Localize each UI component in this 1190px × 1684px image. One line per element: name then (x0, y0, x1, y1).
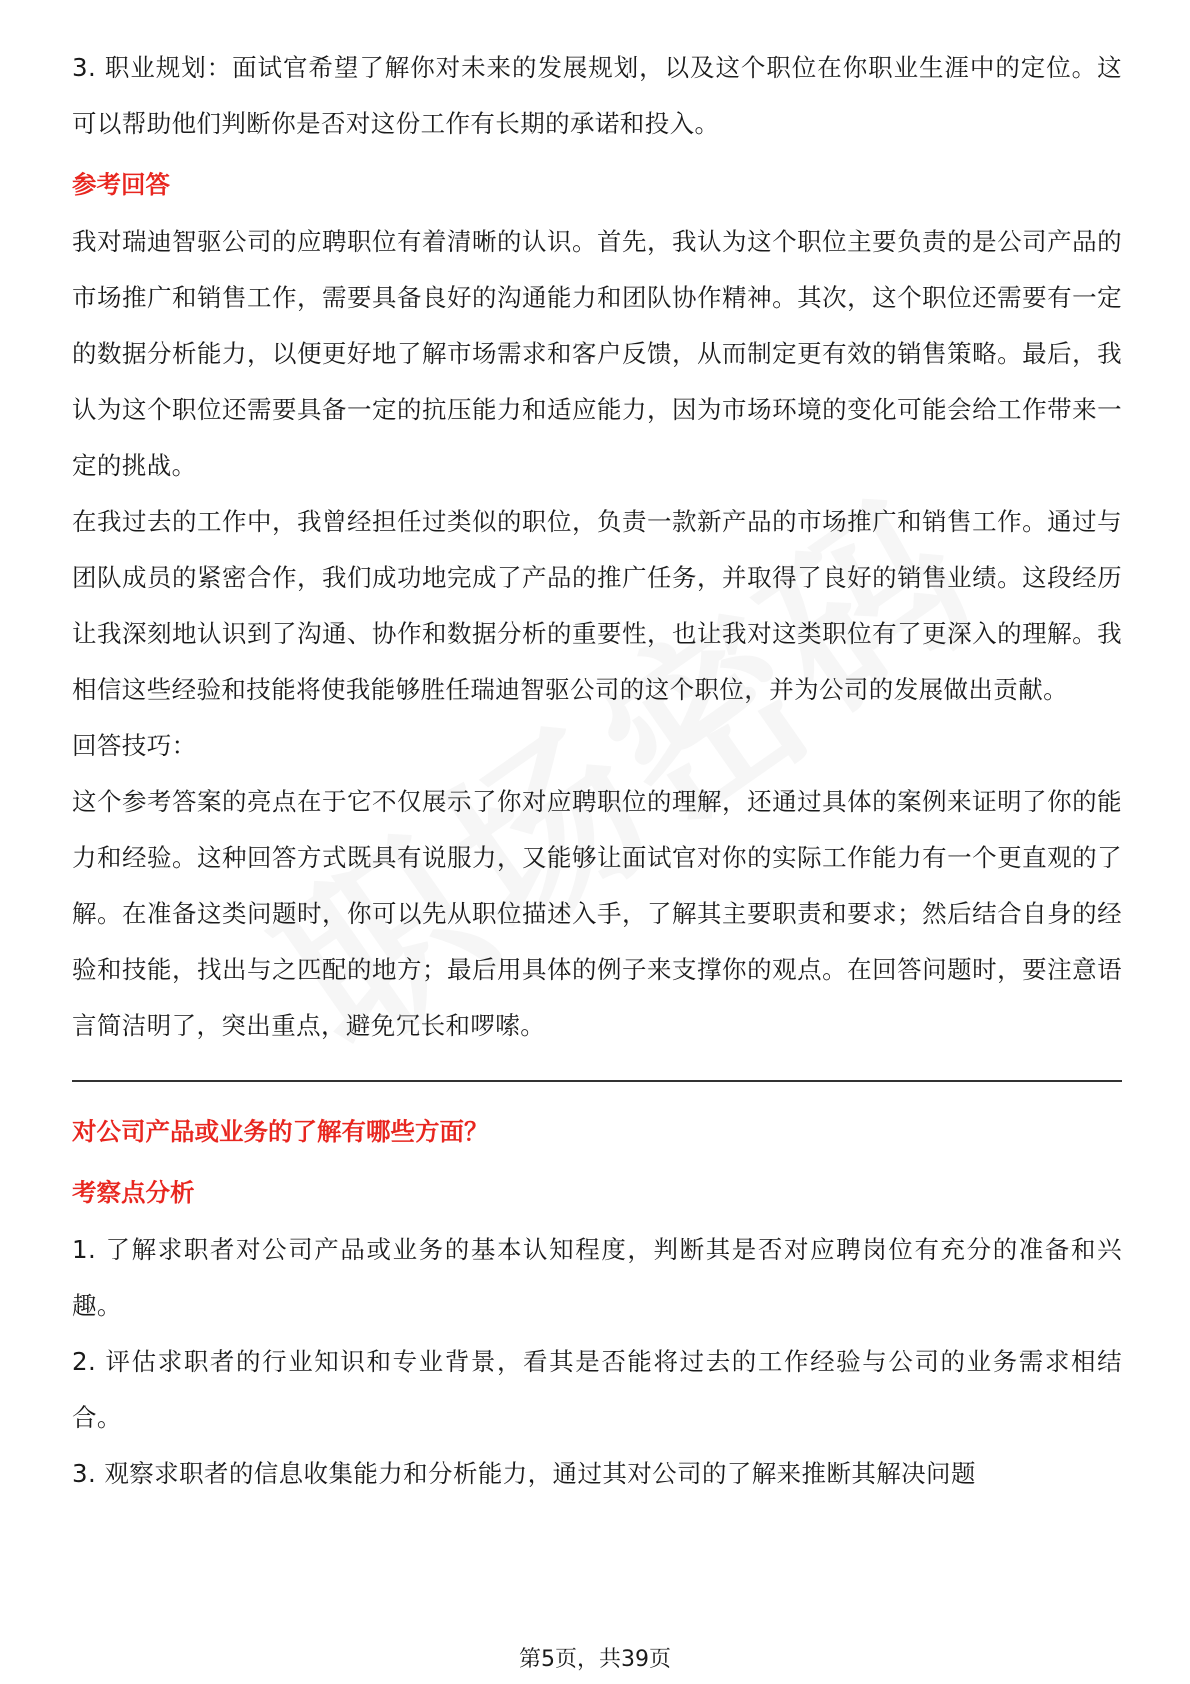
document-page (72, 40, 1122, 1502)
question-heading: 对公司产品或业务的了解有哪些方面？ (72, 1117, 489, 1146)
career-planning-paragraph: 3. 职业规划：面试官希望了解你对未来的发展规划，以及这个职位在你职业生涯中的定位。这可以帮助他们判断你是否对这份工作有长期的承诺和投入。 (72, 53, 1122, 138)
analysis-point-1: 1. 了解求职者对公司产品或业务的基本认知程度，判断其是否对应聘岗位有充分的准备和兴趣。 (72, 1235, 1122, 1320)
analysis-point-2: 2. 评估求职者的行业知识和专业背景，看其是否能将过去的工作经验与公司的业务需求相结合。 (72, 1347, 1122, 1432)
page-number: 第5页，共39页 (519, 1647, 671, 1672)
analysis-point-3: 3. 观察求职者的信息收集能力和分析能力，通过其对公司的了解来推断其解决问题 (72, 1459, 976, 1488)
analysis-heading: 考察点分析 (72, 1178, 195, 1207)
answer-paragraph-2: 在我过去的工作中，我曾经担任过类似的职位，负责一款新产品的市场推广和销售工作。通过与团队成员的紧密合作，我们成功地完成了产品的推广任务，并取得了良好的销售业绩。这段经历让我深刻地认识到了沟通、协作和数据分析的重要性，也让我对这类职位有了更深入的理解。我相信这些经验和技能将使我能够胜任瑞迪智驱公司的这个职位，并为公司的发展做出贡献。 (72, 507, 1122, 704)
section-divider (72, 1080, 1122, 1082)
answer-paragraph-1: 我对瑞迪智驱公司的应聘职位有着清晰的认识。首先，我认为这个职位主要负责的是公司产品的市场推广和销售工作，需要具备良好的沟通能力和团队协作精神。其次，这个职位还需要有一定的数据分析能力，以便更好地了解市场需求和客户反馈，从而制定更有效的销售策略。最后，我认为这个职位还需要具备一定的抗压能力和适应能力，因为市场环境的变化可能会给工作带来一定的挑战。 (72, 227, 1122, 480)
reference-answer-heading: 参考回答 (72, 170, 170, 199)
answer-tips-label: 回答技巧： (72, 731, 197, 760)
answer-tips-paragraph: 这个参考答案的亮点在于它不仅展示了你对应聘职位的理解，还通过具体的案例来证明了你的能力和经验。这种回答方式既具有说服力，又能够让面试官对你的实际工作能力有一个更直观的了解。在准备这类问题时，你可以先从职位描述入手，了解其主要职责和要求；然后结合自身的经验和技能，找出与之匹配的地方；最后用具体的例子来支撑你的观点。在回答问题时，要注意语言简洁明了，突出重点，避免冗长和啰嗦。 (72, 787, 1122, 1040)
